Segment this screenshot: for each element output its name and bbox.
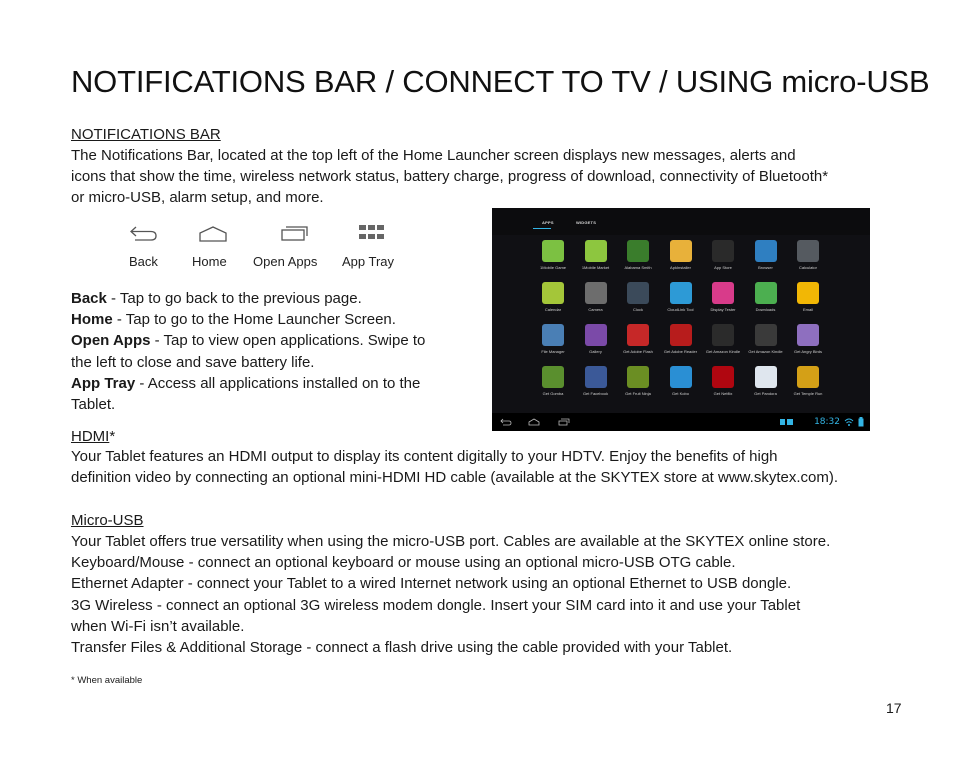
microusb-line: Ethernet Adapter - connect your Tablet to a wired Internet network using an optional Ethernet to USB dongle.: [71, 575, 792, 593]
app-label: Browser: [758, 265, 773, 270]
app-icon: [712, 282, 734, 304]
app-icon: [542, 366, 564, 388]
app-icon: [755, 324, 777, 346]
app-label: Gallery: [589, 349, 602, 354]
app-icon-tile: [702, 282, 744, 324]
app-label: Downloads: [755, 307, 776, 312]
tablet-app-drawer-screenshot: [492, 208, 870, 431]
app-icon: [755, 240, 777, 262]
app-label: Get Kobo: [672, 391, 689, 396]
app-label: Get Amazon Kindle: [705, 349, 741, 354]
app-label: Calendar: [544, 307, 562, 312]
app-icon-tile: [702, 366, 744, 408]
hdmi-heading-row: [71, 426, 115, 447]
app-icon-tile: [745, 282, 787, 324]
app-icon: [670, 324, 692, 346]
app-icon: [585, 282, 607, 304]
app-icon: [670, 282, 692, 304]
page-title: NOTIFICATIONS BAR / CONNECT TO TV / USING micro-USB: [71, 64, 930, 99]
app-tray-description: - Access all applications installed on to the: [135, 374, 421, 392]
app-tray-description-cont: Tablet.: [71, 396, 116, 414]
app-icon: [755, 282, 777, 304]
app-label: App Store: [714, 265, 732, 270]
app-icon-tile: [575, 366, 617, 408]
notifications-line: The Notifications Bar, located at the top left of the Home Launcher screen displays new messages, alerts and: [71, 147, 796, 164]
app-icon: [542, 324, 564, 346]
status-icons: [780, 418, 794, 426]
app-icon: [585, 240, 607, 262]
app-icon: [755, 366, 777, 388]
hdmi-heading: HDMI: [71, 428, 110, 445]
app-icon: [797, 324, 819, 346]
back-icon: [129, 224, 159, 242]
app-icon-tile: [787, 240, 829, 282]
hdmi-paragraph: [71, 446, 911, 488]
app-icon-tile: [702, 324, 744, 366]
app-label: Get Netflix: [713, 391, 733, 396]
microusb-line: when Wi-Fi isn’t available.: [71, 617, 245, 635]
notifications-paragraph: [71, 145, 901, 209]
app-icon: [797, 282, 819, 304]
app-label: Camera: [588, 307, 603, 312]
app-label: Get Gomba: [542, 391, 564, 396]
app-icon-tile: [617, 282, 659, 324]
active-tab-indicator: [533, 228, 551, 229]
app-label: 1Mobile Game: [539, 265, 566, 270]
open-apps-description: - Tap to view open applications. Swipe to: [150, 332, 426, 350]
app-icon: [627, 366, 649, 388]
app-icon: [712, 240, 734, 262]
back-label: Back: [129, 254, 158, 269]
notifications-line: icons that show the time, wireless network status, battery charge, progress of download, connectivity of Bluetooth*: [71, 168, 829, 186]
hdmi-line: Your Tablet features an HDMI output to display its content digitally to your HDTV. Enjoy the benefits of high: [71, 448, 778, 465]
home-label: Home: [192, 254, 227, 269]
app-icon-tile: [660, 282, 702, 324]
app-label: Get Amazon Kindle: [748, 349, 783, 354]
app-icon-tile: [617, 240, 659, 282]
app-label: Alabama Smith: [624, 265, 652, 270]
app-icon-tile: [702, 240, 744, 282]
back-term: Back: [71, 290, 107, 307]
app-icon: [712, 366, 734, 388]
wifi-icon: [844, 417, 854, 427]
app-icon-tile: [532, 282, 574, 324]
system-bar: [492, 413, 870, 431]
app-label: Get Facebook: [582, 391, 609, 396]
back-description: - Tap to go back to the previous page.: [106, 290, 362, 307]
app-label: CloudLink Tool: [667, 307, 694, 312]
app-icon: [585, 366, 607, 388]
app-icon-tile: [745, 324, 787, 366]
app-icon-tile: [745, 240, 787, 282]
home-icon: [198, 225, 228, 243]
app-icon-tile: [532, 240, 574, 282]
app-icon: [797, 366, 819, 388]
app-icon-tile: [532, 324, 574, 366]
app-icon-tile: [617, 324, 659, 366]
app-icon: [627, 282, 649, 304]
app-icon-tile: [660, 324, 702, 366]
app-icon: [797, 240, 819, 262]
app-icon-tile: [575, 282, 617, 324]
hdmi-asterisk: *: [109, 428, 116, 445]
home-term: Home: [71, 311, 113, 329]
app-icon: [670, 240, 692, 262]
app-icon: [542, 282, 564, 304]
button-descriptions: [71, 288, 471, 415]
battery-icon: [858, 417, 864, 427]
microusb-line: Transfer Files & Additional Storage - connect a flash drive using the cable provided with your Tablet.: [71, 639, 733, 657]
app-label: ApkInstaller: [670, 265, 691, 270]
app-label: Get Fruit Ninja: [625, 391, 651, 396]
footnote: * When available: [71, 675, 143, 686]
app-icon: [585, 324, 607, 346]
app-label: Clock: [632, 307, 643, 312]
app-icon-tile: [532, 366, 574, 408]
notifications-heading: NOTIFICATIONS BAR: [71, 126, 221, 143]
app-label: Calculator: [798, 265, 817, 270]
open-apps-term: Open Apps: [71, 332, 151, 350]
app-icon-tile: [660, 366, 702, 408]
microusb-heading: Micro-USB: [71, 512, 144, 529]
app-icon: [712, 324, 734, 346]
app-icon-tile: [787, 324, 829, 366]
notifications-line: or micro-USB, alarm setup, and more.: [71, 189, 324, 207]
app-icon-tile: [787, 282, 829, 324]
page-number: 17: [886, 700, 902, 716]
app-icon-tile: [660, 240, 702, 282]
app-label: 1Mobile Market: [581, 265, 610, 270]
app-icon-tile: [787, 366, 829, 408]
open-apps-description-cont: the left to close and save battery life.: [71, 353, 315, 371]
home-description: - Tap to go to the Home Launcher Screen.: [112, 311, 396, 329]
open-apps-icon: [558, 418, 570, 426]
app-label: Get Adobe Reader: [663, 349, 698, 354]
app-label: Email: [802, 307, 813, 312]
home-icon: [528, 418, 540, 426]
app-label: Get Temple Run: [793, 391, 823, 396]
microusb-paragraph: [71, 531, 911, 658]
open-apps-icon: [280, 224, 310, 242]
app-icon: [670, 366, 692, 388]
tab-apps: APPS: [542, 220, 554, 225]
app-label: File Manager: [541, 349, 565, 354]
microusb-line: Your Tablet offers true versatility when using the micro-USB port. Cables are available at the SKYTEX online store.: [71, 533, 831, 550]
microusb-line: 3G Wireless - connect an optional 3G wireless modem dongle. Insert your SIM card into it and use your Tablet: [71, 596, 801, 614]
app-icon: [542, 240, 564, 262]
app-icon-tile: [575, 324, 617, 366]
microusb-line: Keyboard/Mouse - connect an optional keyboard or mouse using an optional micro-USB OTG cable.: [71, 554, 736, 572]
app-tray-icon: [358, 224, 386, 242]
app-tray-term: App Tray: [71, 374, 136, 392]
app-tray-label: App Tray: [342, 254, 395, 269]
hdmi-line: definition video by connecting an optional mini-HDMI HD cable (available at the SKYTEX store at www.skytex.com).: [71, 469, 839, 487]
app-icon: [627, 324, 649, 346]
open-apps-label: Open Apps: [253, 254, 318, 269]
app-label: Get Adobe Flash: [623, 349, 653, 354]
back-icon: [500, 418, 512, 426]
tab-widgets: WIDGETS: [576, 220, 597, 225]
app-icon-tile: [575, 240, 617, 282]
app-label: Display Tester: [710, 307, 736, 312]
app-label: Get Pandora: [754, 391, 777, 396]
app-icon-tile: [617, 366, 659, 408]
app-icon: [627, 240, 649, 262]
app-icon-tile: [745, 366, 787, 408]
app-label: Get Angry Birds: [793, 349, 822, 354]
status-clock: 18:32: [814, 417, 840, 427]
